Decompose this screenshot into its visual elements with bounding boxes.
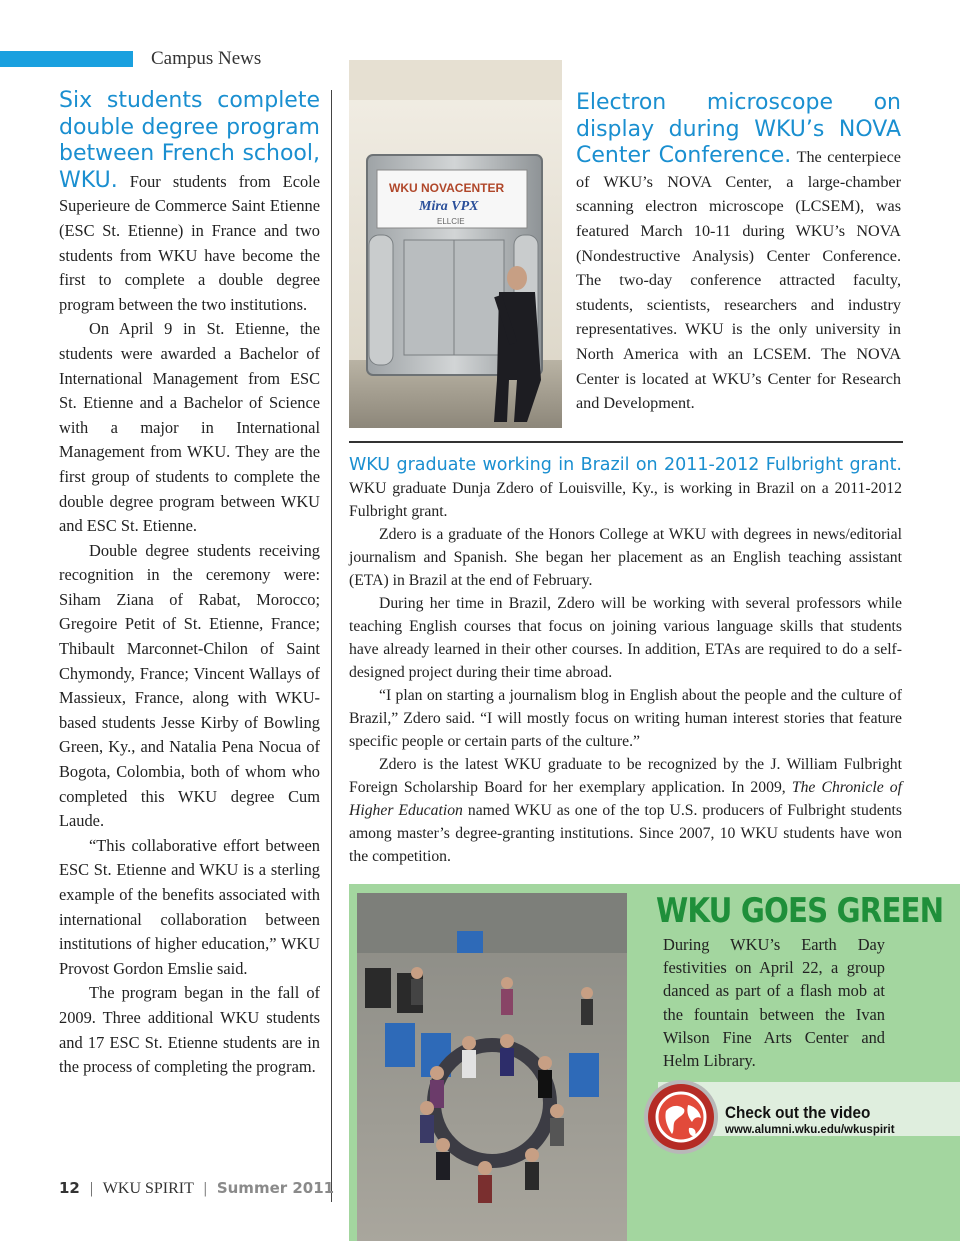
brazil-article-paragraph: During her time in Brazil, Zdero will be working with several professors while teaching English courses that focus on joining various language skills that students have already learned in their other courses. In addition, ETAs are required to do a self-designed project during their time abroad. [349,595,902,681]
section-label: Campus News [151,48,262,69]
left-article-headline: Six students complete double degree program between French school, WKU. [59,88,320,193]
section-color-bar [0,51,133,67]
globe-icon-graphic [642,1078,720,1156]
microscope-article-headline: Electron microscope on display during WKU’s NOVA Center Conference. [576,90,901,169]
brazil-article-lead: WKU graduate Dunja Zdero of Louisville, Ky., is working in Brazil on a 2011-2012 Fulbright grant. [349,480,902,520]
brazil-last-text-before: Zdero is the latest WKU graduate to be recognized by the J. William Fulbright Foreign Scholarship Board for her exemplary application. In 2009, [349,756,902,796]
brazil-article-paragraph [349,753,902,868]
microscope-photo [349,60,562,428]
brazil-article [349,454,902,868]
column-divider [331,90,332,1202]
microscope-article-paragraph [576,90,901,416]
green-box-text: During WKU’s Earth Day festivities on April 22, a group danced as part of a flash mob at the fountain between the Ivan Wilson Fine Arts Center and Helm Library. [663,935,885,1071]
flash-mob-photo-illustration [357,893,627,1241]
brazil-article-lead-paragraph [349,454,902,523]
footer-separator: | [89,1180,94,1197]
brazil-article-paragraph: Zdero is a graduate of the Honors College at WKU with degrees in news/editorial journalism and Spanish. She began her placement as an English teaching assistant (ETA) in Brazil at the end of February. [349,526,902,589]
video-link-url[interactable]: www.alumni.wku.edu/wkuspirit [725,1124,895,1136]
left-article-paragraph: Double degree students receiving recognition in the ceremony were: Siham Ziana of Rabat, Morocco; Gregoire Petit of St. Etienne, France; Thibault Marconnet-Chilon of Saint Chymondy, France; Vincent Wallays of Massieux, France, along with WKU-based students Jesse Kirby of Bowling Green, Ky., and Natalia Pena Nocua of Bogota, Colombia, both of whom who completed this WKU degree Cum Laude. [59,540,320,831]
left-article-paragraph: “This collaborative effort between ESC St. Etienne and WKU is a sterling example of the benefits associated with international collaboration between institutions of higher education,” WKU Provost Gordon Emslie said. [59,835,320,978]
left-article-paragraph: The program began in the fall of 2009. Three additional WKU students and 17 ESC St. Etienne students are in the process of completing the program. [59,983,320,1077]
magazine-name: WKU SPIRIT [102,1180,194,1197]
microscope-photo-illustration [349,60,562,428]
left-article [59,88,320,1080]
publication-title: The Chronicle of Higher Education [349,779,902,819]
microscope-sign-line3: ELLCIE [437,217,465,226]
brazil-article-body [349,454,902,868]
video-link-title[interactable]: Check out the video [725,1103,871,1122]
left-article-body [59,88,320,1080]
brazil-article-paragraph: “I plan on starting a journalism blog in English about the people and the culture of Brazil,” Zdero said. “I will mostly focus on writing human interest stories that feature specific people or certain parts of the culture.” [349,687,902,750]
left-article-paragraph: On April 9 in St. Etienne, the students were awarded a Bachelor of International Management from ESC St. Etienne and a Bachelor of Science with a major in International Management from WKU. They are the first group of students to complete the double degree program between WKU and ESC St. Etienne. [59,319,320,536]
microscope-article [576,90,901,416]
page-footer [59,1179,334,1198]
green-box-title: WKU GOES GREEN [656,891,944,931]
microscope-sign-line1: WKU NOVACENTER [389,181,505,195]
horizontal-divider [349,441,903,443]
microscope-sign-line2: Mira VPX [419,199,479,214]
page-number: 12 [59,1179,80,1197]
brazil-article-headline: WKU graduate working in Brazil on 2011-2012 Fulbright grant. [349,455,902,475]
microscope-article-lead: The centerpiece of WKU’s NOVA Center, a large-chamber scanning electron microscope (LCSEM), was featured March 10-11 during WKU’s NOVA (Nondestructive Analysis) Center Conference. The two-day conference attracted faculty, students, scientists, researchers and industry representatives. WKU is the only university in North America with an LCSEM. The NOVA Center is located at WKU’s Center for Research and Development. [576,148,901,413]
brazil-last-text-after: named WKU as one of the top U.S. producers of Fulbright students among master’s degree-granting institutions. Since 2007, 10 WKU students have won the competition. [349,802,903,865]
footer-separator: | [203,1180,207,1197]
microscope-article-body [576,90,901,416]
left-article-lead: Four students from Ecole Superieure de Commerce Saint Etienne (ESC St. Etienne) in France and two students from WKU have become the first to complete a double degree program between the two institutions. [59,171,320,314]
left-article-lead-paragraph [59,88,320,317]
globe-icon[interactable] [642,1078,720,1156]
flash-mob-photo [357,893,627,1241]
issue-season: Summer 2011 [216,1179,335,1197]
